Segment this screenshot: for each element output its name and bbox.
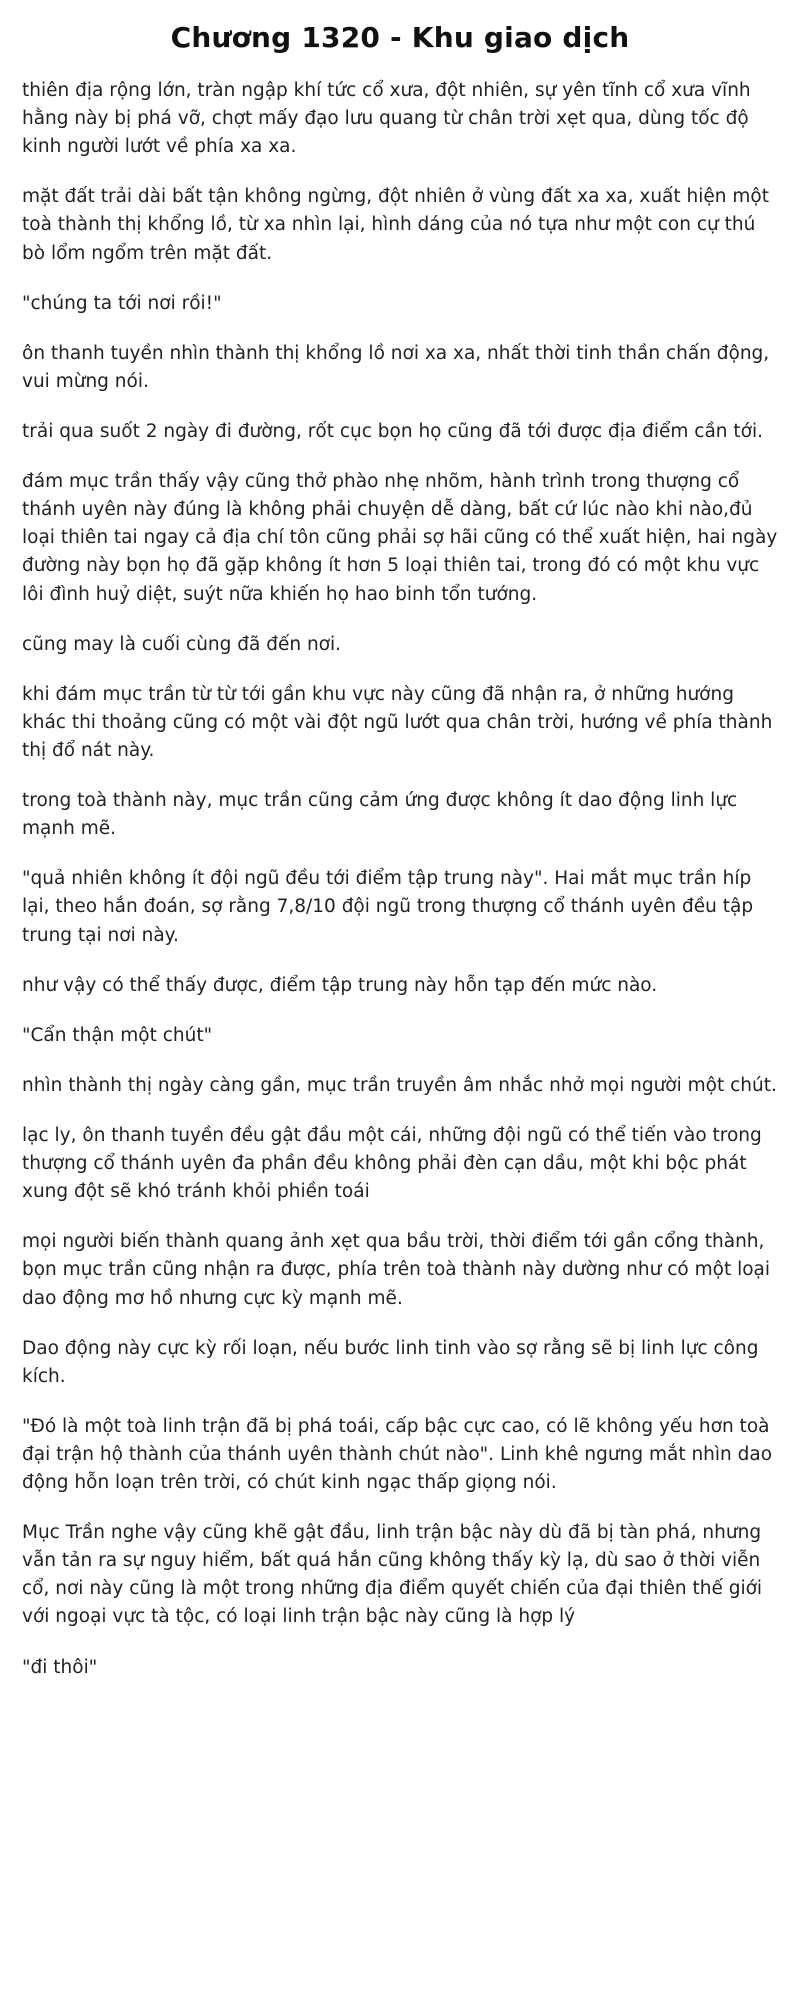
paragraph: cũng may là cuối cùng đã đến nơi. [22,633,342,655]
paragraph: mặt đất trải dài bất tận không ngừng, đột nhiên ở vùng đất xa xa, xuất hiện một toà thành thị khổng lồ, từ xa nhìn lại, hình dáng của nó tựa như một con cự thú bò lổm ngổm trên mặt đất. [22,186,769,264]
paragraph: "quả nhiên không ít đội ngũ đều tới điểm tập trung này". Hai mắt mục trần híp lại, theo hắn đoán, sợ rằng 7,8/10 đội ngũ trong thượng cổ thánh uyên đều tập trung tại nơi này. [22,868,754,946]
paragraph: trong toà thành này, mục trần cũng cảm ứng được không ít dao động linh lực mạnh mẽ. [22,790,738,840]
paragraph: khi đám mục trần từ từ tới gần khu vực này cũng đã nhận ra, ở những hướng khác thi thoảng cũng có một vài đột ngũ lướt qua chân trời, hướng về phía thành thị đổ nát này. [22,683,773,761]
paragraph: trải qua suốt 2 ngày đi đường, rốt cục bọn họ cũng đã tới được địa điểm cần tới. [22,420,763,442]
paragraph: "đi thôi" [22,1656,98,1678]
paragraph: đám mục trần thấy vậy cũng thở phào nhẹ nhõm, hành trình trong thượng cổ thánh uyên này đúng là không phải chuyện dễ dàng, bất cứ lúc nào khi nào,đủ loại thiên tai ngay cả địa chí tôn cũng phải sợ hãi cũng có thể xuất hiện, hai ngày đường này bọn họ đã gặp không ít hơn 5 loại thiên tai, trong đó có một khu vực lôi đình huỷ diệt, suýt nữa khiến họ hao binh tổn tướng. [22,471,778,605]
paragraph: như vậy có thể thấy được, điểm tập trung này hỗn tạp đến mức nào. [22,974,658,996]
paragraph: Dao động này cực kỳ rối loạn, nếu bước linh tinh vào sợ rằng sẽ bị linh lực công kích. [22,1337,759,1387]
paragraph: ôn thanh tuyền nhìn thành thị khổng lồ nơi xa xa, nhất thời tinh thần chấn động, vui mừng nói. [22,342,770,392]
paragraph: lạc ly, ôn thanh tuyền đều gật đầu một cái, những đội ngũ có thể tiến vào trong thượng cổ thánh uyên đa phần đều không phải đèn cạn dầu, một khi bộc phát xung đột sẽ khó tránh khỏi phiền toái [22,1124,762,1203]
paragraph: mọi người biến thành quang ảnh xẹt qua bầu trời, thời điểm tới gần cổng thành, bọn mục trần cũng nhận ra được, phía trên toà thành này dường như có một loại dao động mơ hồ nhưng cực kỳ mạnh mẽ. [22,1231,771,1309]
paragraph: Mục Trần nghe vậy cũng khẽ gật đầu, linh trận bậc này dù đã bị tàn phá, nhưng vẫn tản ra sự nguy hiểm, bất quá hắn cũng không thấy kỳ lạ, dù sao ở thời viễn cổ, nơi này cũng là một trong những địa điểm quyết chiến của đại thiên thế giới với ngoại vực tà tộc, có loại linh trận bậc này cũng là hợp lý [22,1522,763,1628]
paragraph: "chúng ta tới nơi rồi!" [22,292,222,314]
paragraph: nhìn thành thị ngày càng gần, mục trần truyền âm nhắc nhở mọi người một chút. [22,1074,777,1096]
paragraph: "Cẩn thận một chút" [22,1024,213,1046]
chapter-content [22,77,778,1682]
paragraph: "Đó là một toà linh trận đã bị phá toái, cấp bậc cực cao, có lẽ không yếu hơn toà đại trận hộ thành của thánh uyên thành chút nào". Linh khê ngưng mắt nhìn dao động hỗn loạn trên trời, có chút kinh ngạc thấp giọng nói. [22,1415,773,1494]
paragraph: thiên địa rộng lớn, tràn ngập khí tức cổ xưa, đột nhiên, sự yên tĩnh cổ xưa vĩnh hằng này bị phá vỡ, chợt mấy đạo lưu quang từ chân trời xẹt qua, dùng tốc độ kinh người lướt về phía xa xa. [22,80,751,158]
page-title: Chương 1320 - Khu giao dịch [170,21,630,54]
